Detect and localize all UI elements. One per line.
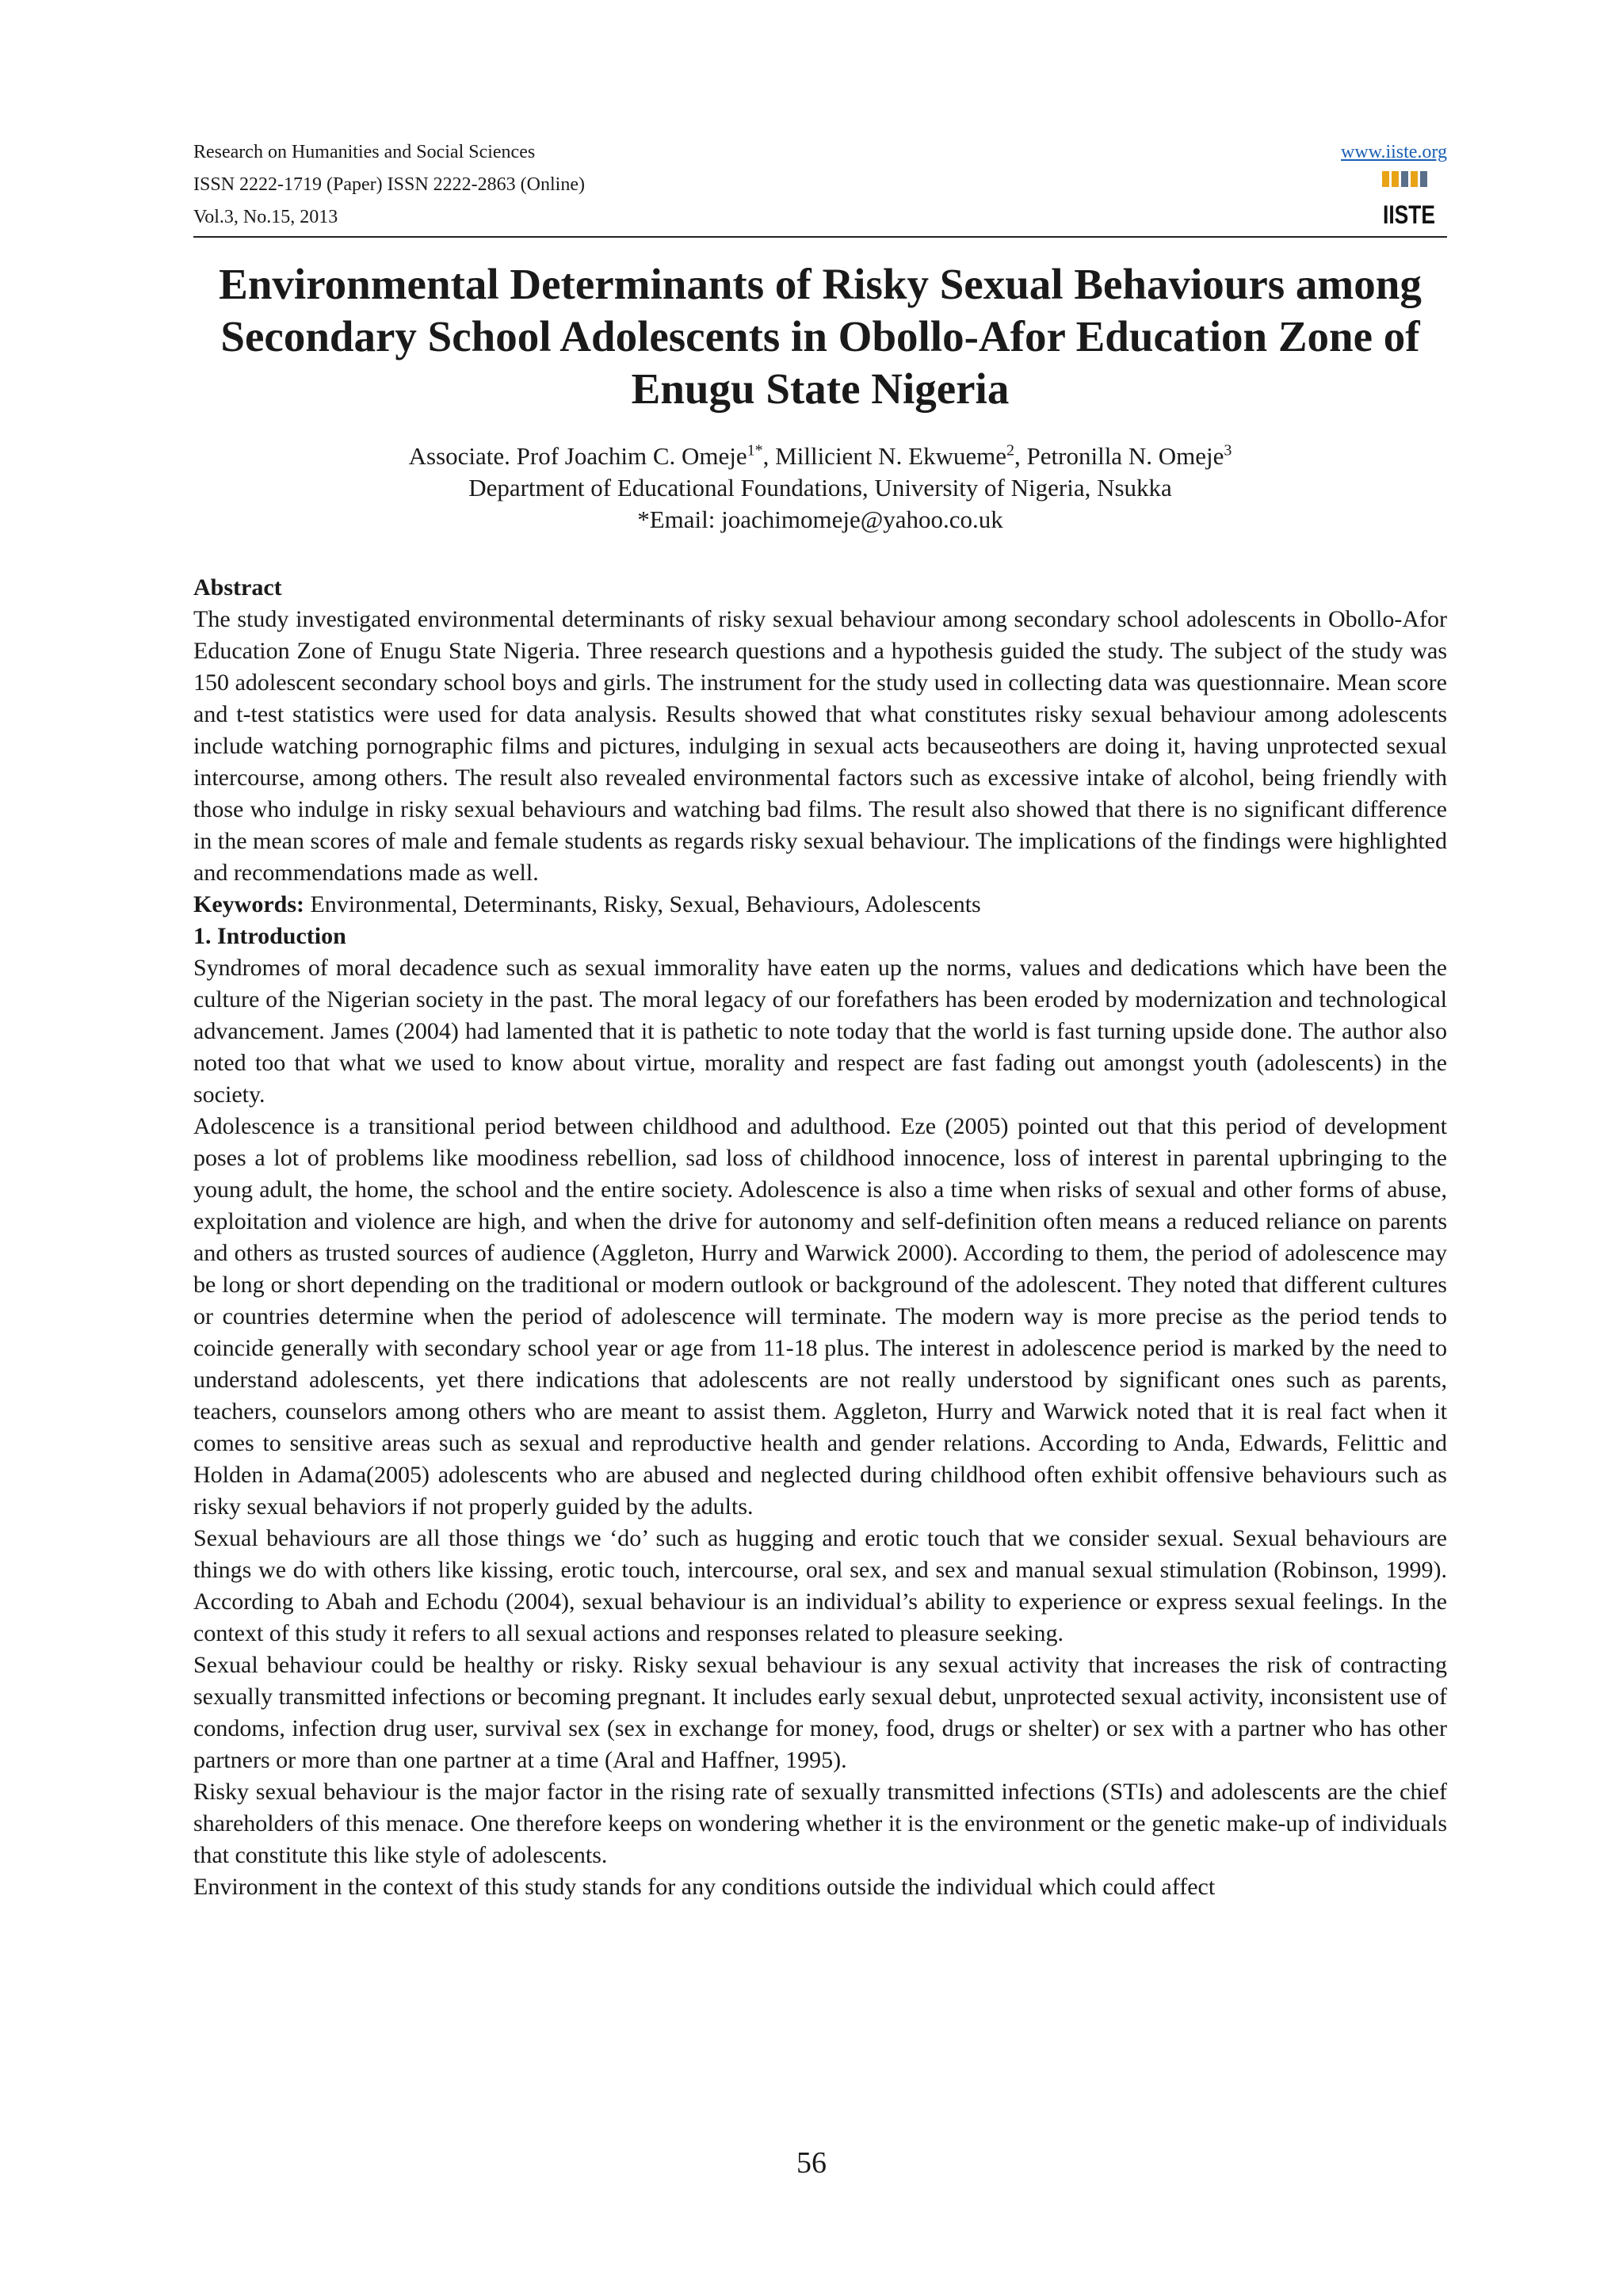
header-divider [193, 236, 1447, 238]
iiste-logo [1381, 168, 1438, 228]
author-1: Associate. Prof Joachim C. Omeje [408, 442, 747, 470]
intro-paragraph: Syndromes of moral decadence such as sexual immorality have eaten up the norms, values and dedications which have been the culture of the Nigerian society in the past. The moral legacy of our forefathers has been eroded by modernization and technological advancement. James (2004) had lamented that it is pathetic to note today that the world is fast turning upside done. The author also noted too that what we used to know about virtue, morality and respect are fast fading out amongst youth (adolescents) in the society. [193, 955, 1447, 1108]
journal-name: Research on Humanities and Social Sciences [193, 142, 536, 162]
keywords-label: Keywords: [193, 891, 304, 917]
author-3: , Petronilla N. Omeje [1014, 442, 1224, 470]
keywords-list: Environmental, Determinants, Risky, Sexual, Behaviours, Adolescents [304, 891, 981, 917]
journal-volume: Vol.3, No.15, 2013 [193, 207, 338, 227]
paper-title: Environmental Determinants of Risky Sexual Behaviours among Secondary School Adolescents in Obollo-Afor Education Zone of Enugu State Nigeria [219, 260, 1422, 413]
introduction-heading: 1. Introduction [193, 923, 346, 949]
author-1-affil: 1* [747, 441, 763, 460]
journal-url-link[interactable]: www.iiste.org [1341, 142, 1447, 162]
paper-body [193, 572, 1447, 1903]
keywords-line [193, 889, 1447, 921]
author-block [193, 441, 1447, 536]
author-2: , Millicient N. Ekwueme [762, 442, 1007, 470]
abstract-heading: Abstract [193, 574, 282, 601]
intro-paragraph: Risky sexual behaviour is the major factor in the rising rate of sexually transmitted infections (STIs) and adolescents are the chief shareholders of this menace. One therefore keeps on wondering whether it is the environment or the genetic make-up of individuals that constitute this like style of adolescents. [193, 1779, 1447, 1868]
author-2-affil: 2 [1006, 441, 1015, 460]
intro-paragraph: Sexual behaviour could be healthy or risky. Risky sexual behaviour is any sexual activity that increases the risk of contracting sexually transmitted infections or becoming pregnant. It includes early sexual debut, unprotected sexual activity, inconsistent use of condoms, infection drug user, survival sex (sex in exchange for money, food, drugs or shelter) or sex with a partner who has other partners or more than one partner at a time (Aral and Haffner, 1995). [193, 1652, 1447, 1773]
intro-paragraph: Environment in the context of this study stands for any conditions outside the individual which could affect [193, 1874, 1216, 1900]
affiliation: Department of Educational Foundations, University of Nigeria, Nsukka [468, 474, 1172, 502]
intro-paragraph: Adolescence is a transitional period between childhood and adulthood. Eze (2005) pointed out that this period of development poses a lot of problems like moodiness rebellion, sad loss of childhood innocence, loss of interest in parental upbringing to the young adult, the home, the school and the entire society. Adolescence is also a time when risks of sexual and other forms of abuse, exploitation and violence are high, and when the drive for autonomy and self-definition often means a reduced reliance on parents and others as trusted sources of audience (Aggleton, Hurry and Warwick 2000). According to them, the period of adolescence may be long or short depending on the traditional or modern outlook or background of the adolescent. They noted that different cultures or countries determine when the period of adolescence will terminate. The modern way is more precise as the period tends to coincide generally with secondary school year or age from 11-18 plus. The interest in adolescence period is marked by the need to understand adolescents, yet there indications that adolescents are not really understood by significant ones such as parents, teachers, counselors among others who are meant to assist them. Aggleton, Hurry and Warwick noted that it is real fact when it comes to sensitive areas such as sexual and reproductive health and gender relations. According to Anda, Edwards, Felittic and Holden in Adama(2005) adolescents who are abused and neglected during childhood often exhibit offensive behaviours such as risky sexual behaviors if not properly guided by the adults. [193, 1113, 1447, 1520]
intro-paragraph: Sexual behaviours are all those things we ‘do’ such as hugging and erotic touch that we consider sexual. Sexual behaviours are things we do with others like kissing, erotic touch, intercourse, oral sex, and sex and manual sexual stimulation (Robinson, 1999). According to Abah and Echodu (2004), sexual behaviour is an individual’s ability to experience or express sexual feelings. In the context of this study it refers to all sexual actions and responses related to pleasure seeking. [193, 1525, 1447, 1646]
logo-text: IISTE [1383, 200, 1435, 229]
journal-issn: ISSN 2222-1719 (Paper) ISSN 2222-2863 (Online) [193, 174, 585, 195]
page-number: 56 [796, 2146, 827, 2180]
author-email: *Email: joachimomeje@yahoo.co.uk [637, 505, 1003, 533]
author-line [193, 441, 1447, 472]
author-3-affil: 3 [1224, 441, 1232, 460]
abstract-text: The study investigated environmental determinants of risky sexual behaviour among secondary school adolescents in Obollo-Afor Education Zone of Enugu State Nigeria. Three research questions and a hypothesis guided the study. The subject of the study was 150 adolescent secondary school boys and girls. The instrument for the study used in collecting data was questionnaire. Mean score and t-test statistics were used for data analysis. Results showed that what constitutes risky sexual behaviour among adolescents include watching pornographic films and pictures, indulging in sexual acts becauseothers are doing it, having unprotected sexual intercourse, among others. The result also revealed environmental factors such as excessive intake of alcohol, being friendly with those who indulge in risky sexual behaviours and watching bad films. The result also showed that there is no significant difference in the mean scores of male and female students as regards risky sexual behaviour. The implications of the findings were highlighted and recommendations made as well. [193, 606, 1447, 886]
journal-header [193, 136, 585, 234]
